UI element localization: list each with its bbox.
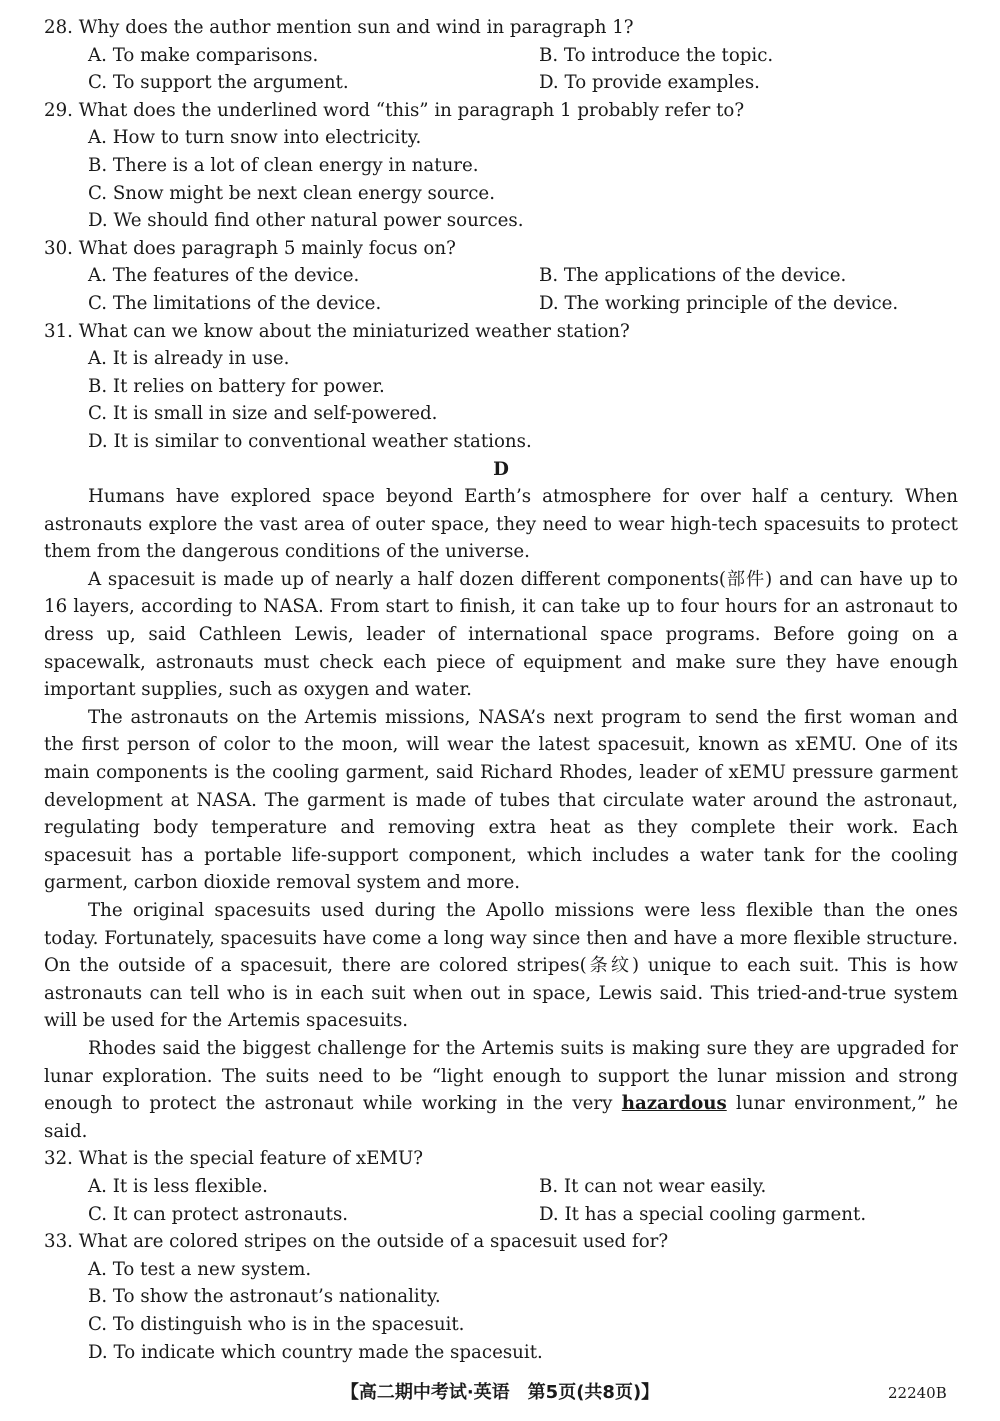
- option-c: C. It is small in size and self-powered.: [88, 403, 438, 425]
- option-b: B. There is a lot of clean energy in nature.: [88, 154, 479, 176]
- question-32: [44, 1145, 958, 1173]
- option-row: [44, 69, 958, 97]
- question-28: [44, 14, 958, 42]
- question-33: [44, 1228, 958, 1256]
- question-number: 32.: [44, 1148, 73, 1170]
- passage-paragraph-3: The astronauts on the Artemis missions, NASA’s next program to send the first woman and the first person of color to the moon, will wear the latest spacesuit, known as xEMU. One of its main components is the cooling garment, said Richard Rhodes, leader of xEMU pressure garment development at NASA. The garment is made of tubes that circulate water around the astronaut, regulating body temperature and removing extra heat as they complete their work. Each spacesuit has a portable life-support component, which includes a water tank for the cooling garment, carbon dioxide removal system and more.: [44, 706, 958, 894]
- option-row: [44, 290, 958, 318]
- option-d: D. We should find other natural power sources.: [88, 210, 524, 232]
- paragraph-text: Rhodes said the biggest challenge for the Artemis suits is making sure they are upgraded for lunar exploration. The suits need to be “light enough to support the lunar mission and strong enough to protect the astronaut while working in the very: [44, 1037, 958, 1115]
- option-c: C. It can protect astronauts.: [88, 1203, 349, 1225]
- option-a: A. It is already in use.: [88, 348, 290, 370]
- section-title: D: [493, 458, 509, 480]
- underlined-word: hazardous: [621, 1093, 727, 1115]
- question-text: What can we know about the miniaturized weather station?: [78, 320, 630, 342]
- option-b: B. To show the astronaut’s nationality.: [88, 1286, 441, 1308]
- question-text: What is the special feature of xEMU?: [78, 1148, 424, 1170]
- question-number: 33.: [44, 1231, 73, 1253]
- question-text: Why does the author mention sun and wind in paragraph 1?: [78, 17, 634, 38]
- option-d: D. The working principle of the device.: [539, 292, 899, 314]
- passage-paragraph-1: Humans have explored space beyond Earth’s atmosphere for over half a century. When astronauts explore the vast area of outer space, they need to wear high-tech spacesuits to protect them from the dangerous conditions of the universe.: [44, 486, 958, 563]
- question-text: What are colored stripes on the outside of a spacesuit used for?: [78, 1231, 669, 1253]
- option-b: B. The applications of the device.: [539, 265, 847, 287]
- passage-paragraph-2: A spacesuit is made up of nearly a half dozen different components(部件) and can have up to 16 layers, according to NASA. From start to finish, it can take up to four hours for an astronaut to dress up, said Cathleen Lewis, leader of international space programs. Before going on a spacewalk, astronauts must check each piece of equipment and make sure they have enough important supplies, such as oxygen and water.: [44, 568, 958, 701]
- passage-paragraph-5: [44, 1035, 958, 1145]
- option-c: C. To support the argument.: [88, 72, 349, 94]
- passage-paragraph-4: The original spacesuits used during the Apollo missions were less flexible than the ones today. Fortunately, spacesuits have come a long way since then and have a more flexible structure. On the outside of a spacesuit, there are colored stripes(条纹) unique to each suit. This is how astronauts can tell who is in each suit when out in space, Lewis said. This tried-and-true system will be used for the Artemis spacesuits.: [44, 900, 958, 1032]
- page-footer: 【高二期中考试·英语 第5页(共8页)】: [340, 1382, 660, 1403]
- option-d: D. To indicate which country made the spacesuit.: [88, 1341, 543, 1363]
- paragraph-text: lunar environment,” he said.: [44, 1093, 958, 1142]
- option-a: A. The features of the device.: [88, 265, 360, 287]
- option-d: D. It has a special cooling garment.: [539, 1203, 867, 1225]
- question-29: [44, 97, 958, 125]
- option-row: [44, 1201, 958, 1229]
- option-c: C. To distinguish who is in the spacesuit.: [88, 1313, 465, 1335]
- option-a: A. It is less flexible.: [88, 1175, 268, 1197]
- option-b: B. It can not wear easily.: [539, 1175, 767, 1197]
- option-d: D. It is similar to conventional weather stations.: [88, 430, 532, 452]
- option-b: B. It relies on battery for power.: [88, 375, 385, 397]
- option-row: [44, 262, 958, 290]
- option-b: B. To introduce the topic.: [539, 44, 774, 66]
- question-number: 28.: [44, 17, 73, 38]
- exam-code: 22240B: [888, 1384, 947, 1402]
- option-a: A. To test a new system.: [88, 1258, 312, 1280]
- question-text: What does paragraph 5 mainly focus on?: [78, 237, 456, 259]
- question-31: [44, 318, 958, 346]
- option-a: A. How to turn snow into electricity.: [88, 127, 422, 149]
- question-text: What does the underlined word “this” in paragraph 1 probably refer to?: [78, 99, 745, 121]
- option-d: D. To provide examples.: [539, 72, 760, 94]
- option-c: C. The limitations of the device.: [88, 292, 382, 314]
- option-row: [44, 1173, 958, 1201]
- option-a: A. To make comparisons.: [88, 44, 319, 66]
- question-number: 29.: [44, 99, 73, 121]
- question-30: [44, 235, 958, 263]
- question-number: 30.: [44, 237, 73, 259]
- exam-page: [44, 14, 958, 1366]
- option-row: [44, 42, 958, 70]
- option-c: C. Snow might be next clean energy source.: [88, 182, 495, 204]
- question-number: 31.: [44, 320, 73, 342]
